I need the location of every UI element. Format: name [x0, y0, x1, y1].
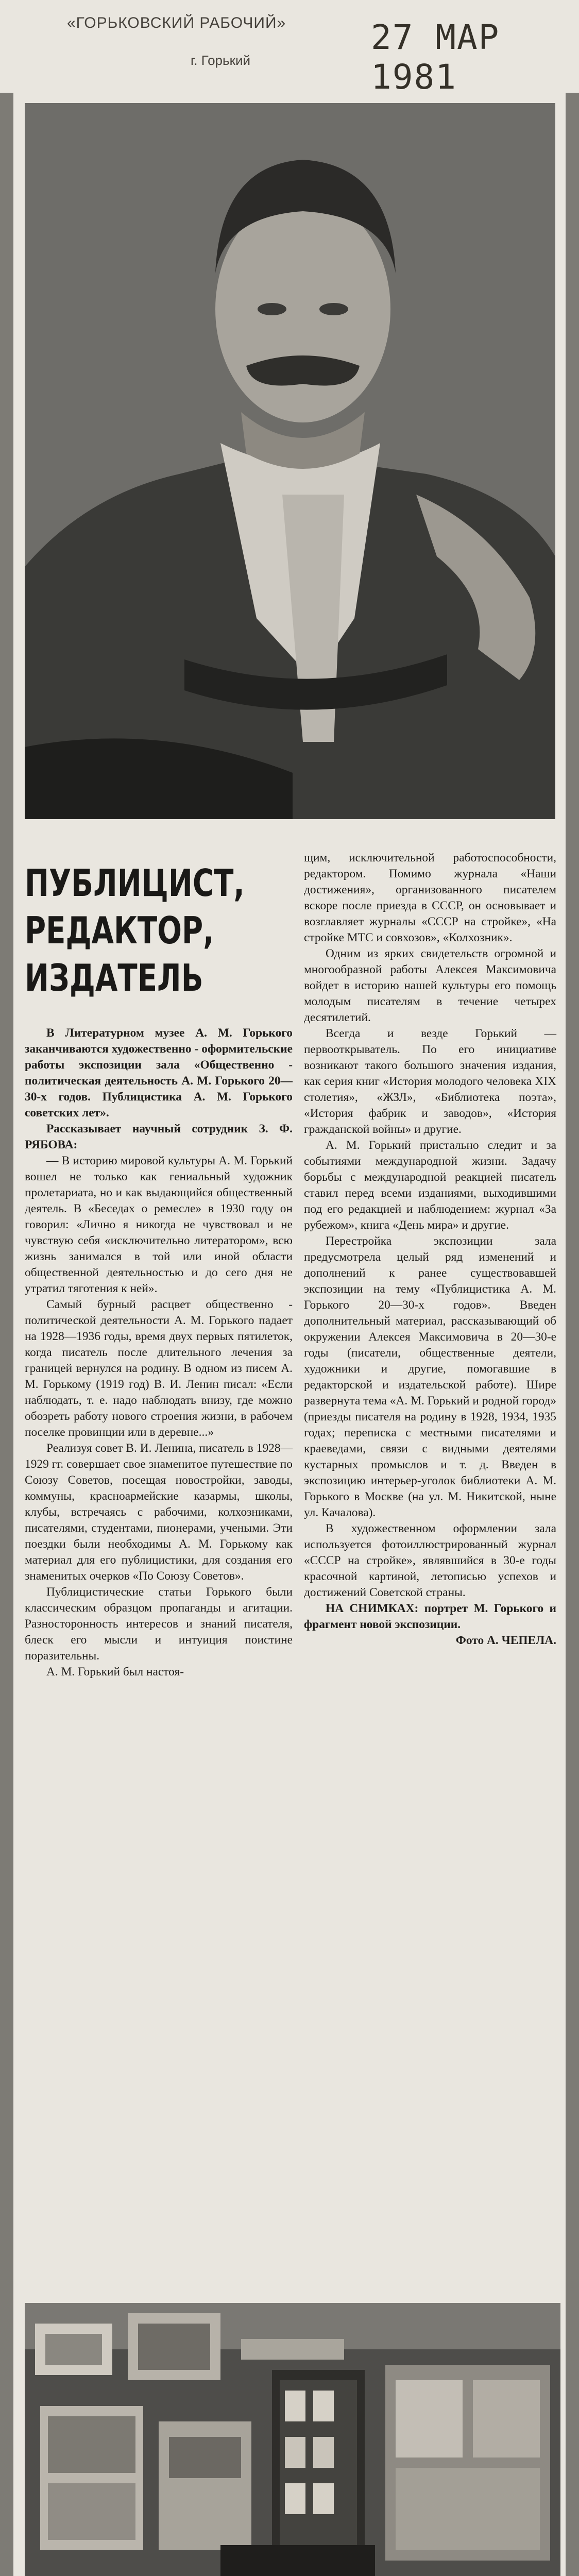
photo-credit: Фото А. ЧЕПЕЛА. [455, 1634, 556, 1647]
article-paragraph: Одним из ярких свидетельств огромной и многообразной работы Алексея Максимовича войдет в историю нашей культуры его помощь молодым писателям в течение четырех десятилетий. [304, 947, 556, 1024]
article-teller: Рассказывает научный сотрудник З. Ф. РЯБОВА: [25, 1122, 293, 1151]
stamp-newspaper-name: «ГОРЬКОВСКИЙ РАБОЧИЙ» [67, 14, 286, 31]
article-paragraph: Публицистические статьи Горького были классическим образцом пропаганды и агитации. Разносторонность интересов и знаний писателя, блеск его мысли и интуиция поистине поразительны. [25, 1585, 293, 1663]
article-column-right [304, 850, 556, 1649]
article-paragraph: Реализуя совет В. И. Ленина, писатель в 1928—1929 гг. совершает свое знаменитое путешествие по Союзу Советов, посещая новостройки, заводы, коммуны, красноармейские казармы, школы, клубы, встречаясь с рабочими, колхозниками, писателями, студентами, пионерами, учеными. Эти поездки были необходимы А. М. Горькому как материал для его публицистики, для создания его знаменитых очерков «По Союзу Советов». [25, 1442, 293, 1583]
stamp-city: г. Горький [191, 53, 250, 68]
article-lead: В Литературном музее А. М. Горького заканчиваются художественно - оформительские работы экспозиции зала «Общественно - политическая деятельность А. М. Горького 20—30-х годов. Публицистика А. М. Горького советских лет». [25, 1026, 293, 1120]
headline-line-2: РЕДАКТОР, [25, 909, 214, 952]
article-paragraph: А. М. Горький был настоя- [46, 1665, 184, 1679]
article-paragraph: — В историю мировой культуры А. М. Горький вошел не только как гениальный художник пролетариата, но и как выдающийся общественный деятель. В «Беседах о ремесле» в 1930 году он говорил: «Лично я никогда не чувствовал и не чувствую себя «исключительно литератором», всю жизнь занимался в той или иной области общественной деятельностью и до сего дня не утратил тяготения к ней». [25, 1154, 293, 1295]
article-paragraph: щим, исключительной работоспособности, редактором. Помимо журнала «Наши достижения», организованного писателем вскоре после приезда в СССР, он основывает и возглавляет журналы «СССР на стройке», «На стройке МТС и совхозов», «Колхозник». [304, 851, 556, 944]
portrait-photo [25, 103, 555, 819]
article-headline [25, 859, 245, 1002]
headline-line-3: ИЗДАТЕЛЬ [25, 956, 203, 999]
article-paragraph: В художественном оформлении зала используется фотоиллюстрированный журнал «СССР на стройке», являвшийся в 30-е годы красочной картиной, летописью успехов и достижений Советской страны. [304, 1522, 556, 1599]
photo-caption: НА СНИМКАХ: портрет М. Горького и фрагмент новой экспозиции. [304, 1602, 556, 1631]
article-paragraph: Самый бурный расцвет общественно - политической деятельности А. М. Горького падает на 1928—1936 годы, время двух первых пятилеток, когда писатель после длительного лечения за границей вернулся на родину. В одном из писем А. М. Горькому (1919 год) В. И. Ленин писал: «Если наблюдать, т. е. надо наблюдать внизу, где можно обозреть работу нового строения жизни, в рабочем поселке провинции или в деревне...» [25, 1298, 293, 1439]
article-paragraph: А. М. Горький пристально следит и за событиями международной жизни. Задачу борьбы с международной реакцией писатель ставил перед всеми изданиями, выходившими под его редакцией и наблюдением: журнал «За рубежом», книга «День мира» и другие. [304, 1139, 556, 1232]
clipping-right-margin [566, 93, 579, 2576]
clipping-left-margin [0, 93, 13, 2576]
article-column-left [25, 1025, 293, 1680]
article-paragraph: Перестройка экспозиции зала предусмотрела целый ряд изменений и дополнений к ранее существовавшей экспозиции на тему «Публицистика А. М. Горького 20—30-х годов». Введен дополнительный материал, рассказывающий об окружении Алексея Максимовича в 20—30-е годы (писатели, общественные деятели, художники и другие, помогавшие в редакторской и издательской работе). Шире развернута тема «А. М. Горький и родной город» (приезды писателя на родину в 1928, 1934, 1935 годах; переписка с местными писателями и краеведами, связи с видными деятелями кустарных промыслов и т. д. Введен в экспозицию интерьер-уголок библиотеки А. М. Горького в Москве (на ул. М. Никитской, ныне ул. Качалова). [304, 1234, 556, 1519]
portrait-illustration [25, 103, 555, 819]
exposition-interior-photo [25, 2303, 560, 2576]
interior-illustration [25, 2303, 560, 2576]
headline-line-1: ПУБЛИЦИСТ, [25, 861, 245, 905]
source-stamp [0, 10, 579, 97]
stamp-date: 27 МАР 1981 [371, 18, 500, 97]
article-paragraph: Всегда и везде Горький — первооткрыватель. По его инициативе возникают такого большого значения издания, как серия книг «История молодого человека XIX столетия», «ЖЗЛ», «Библиотека поэта», «История фабрик и заводов», «История гражданской войны» и другие. [304, 1027, 556, 1136]
